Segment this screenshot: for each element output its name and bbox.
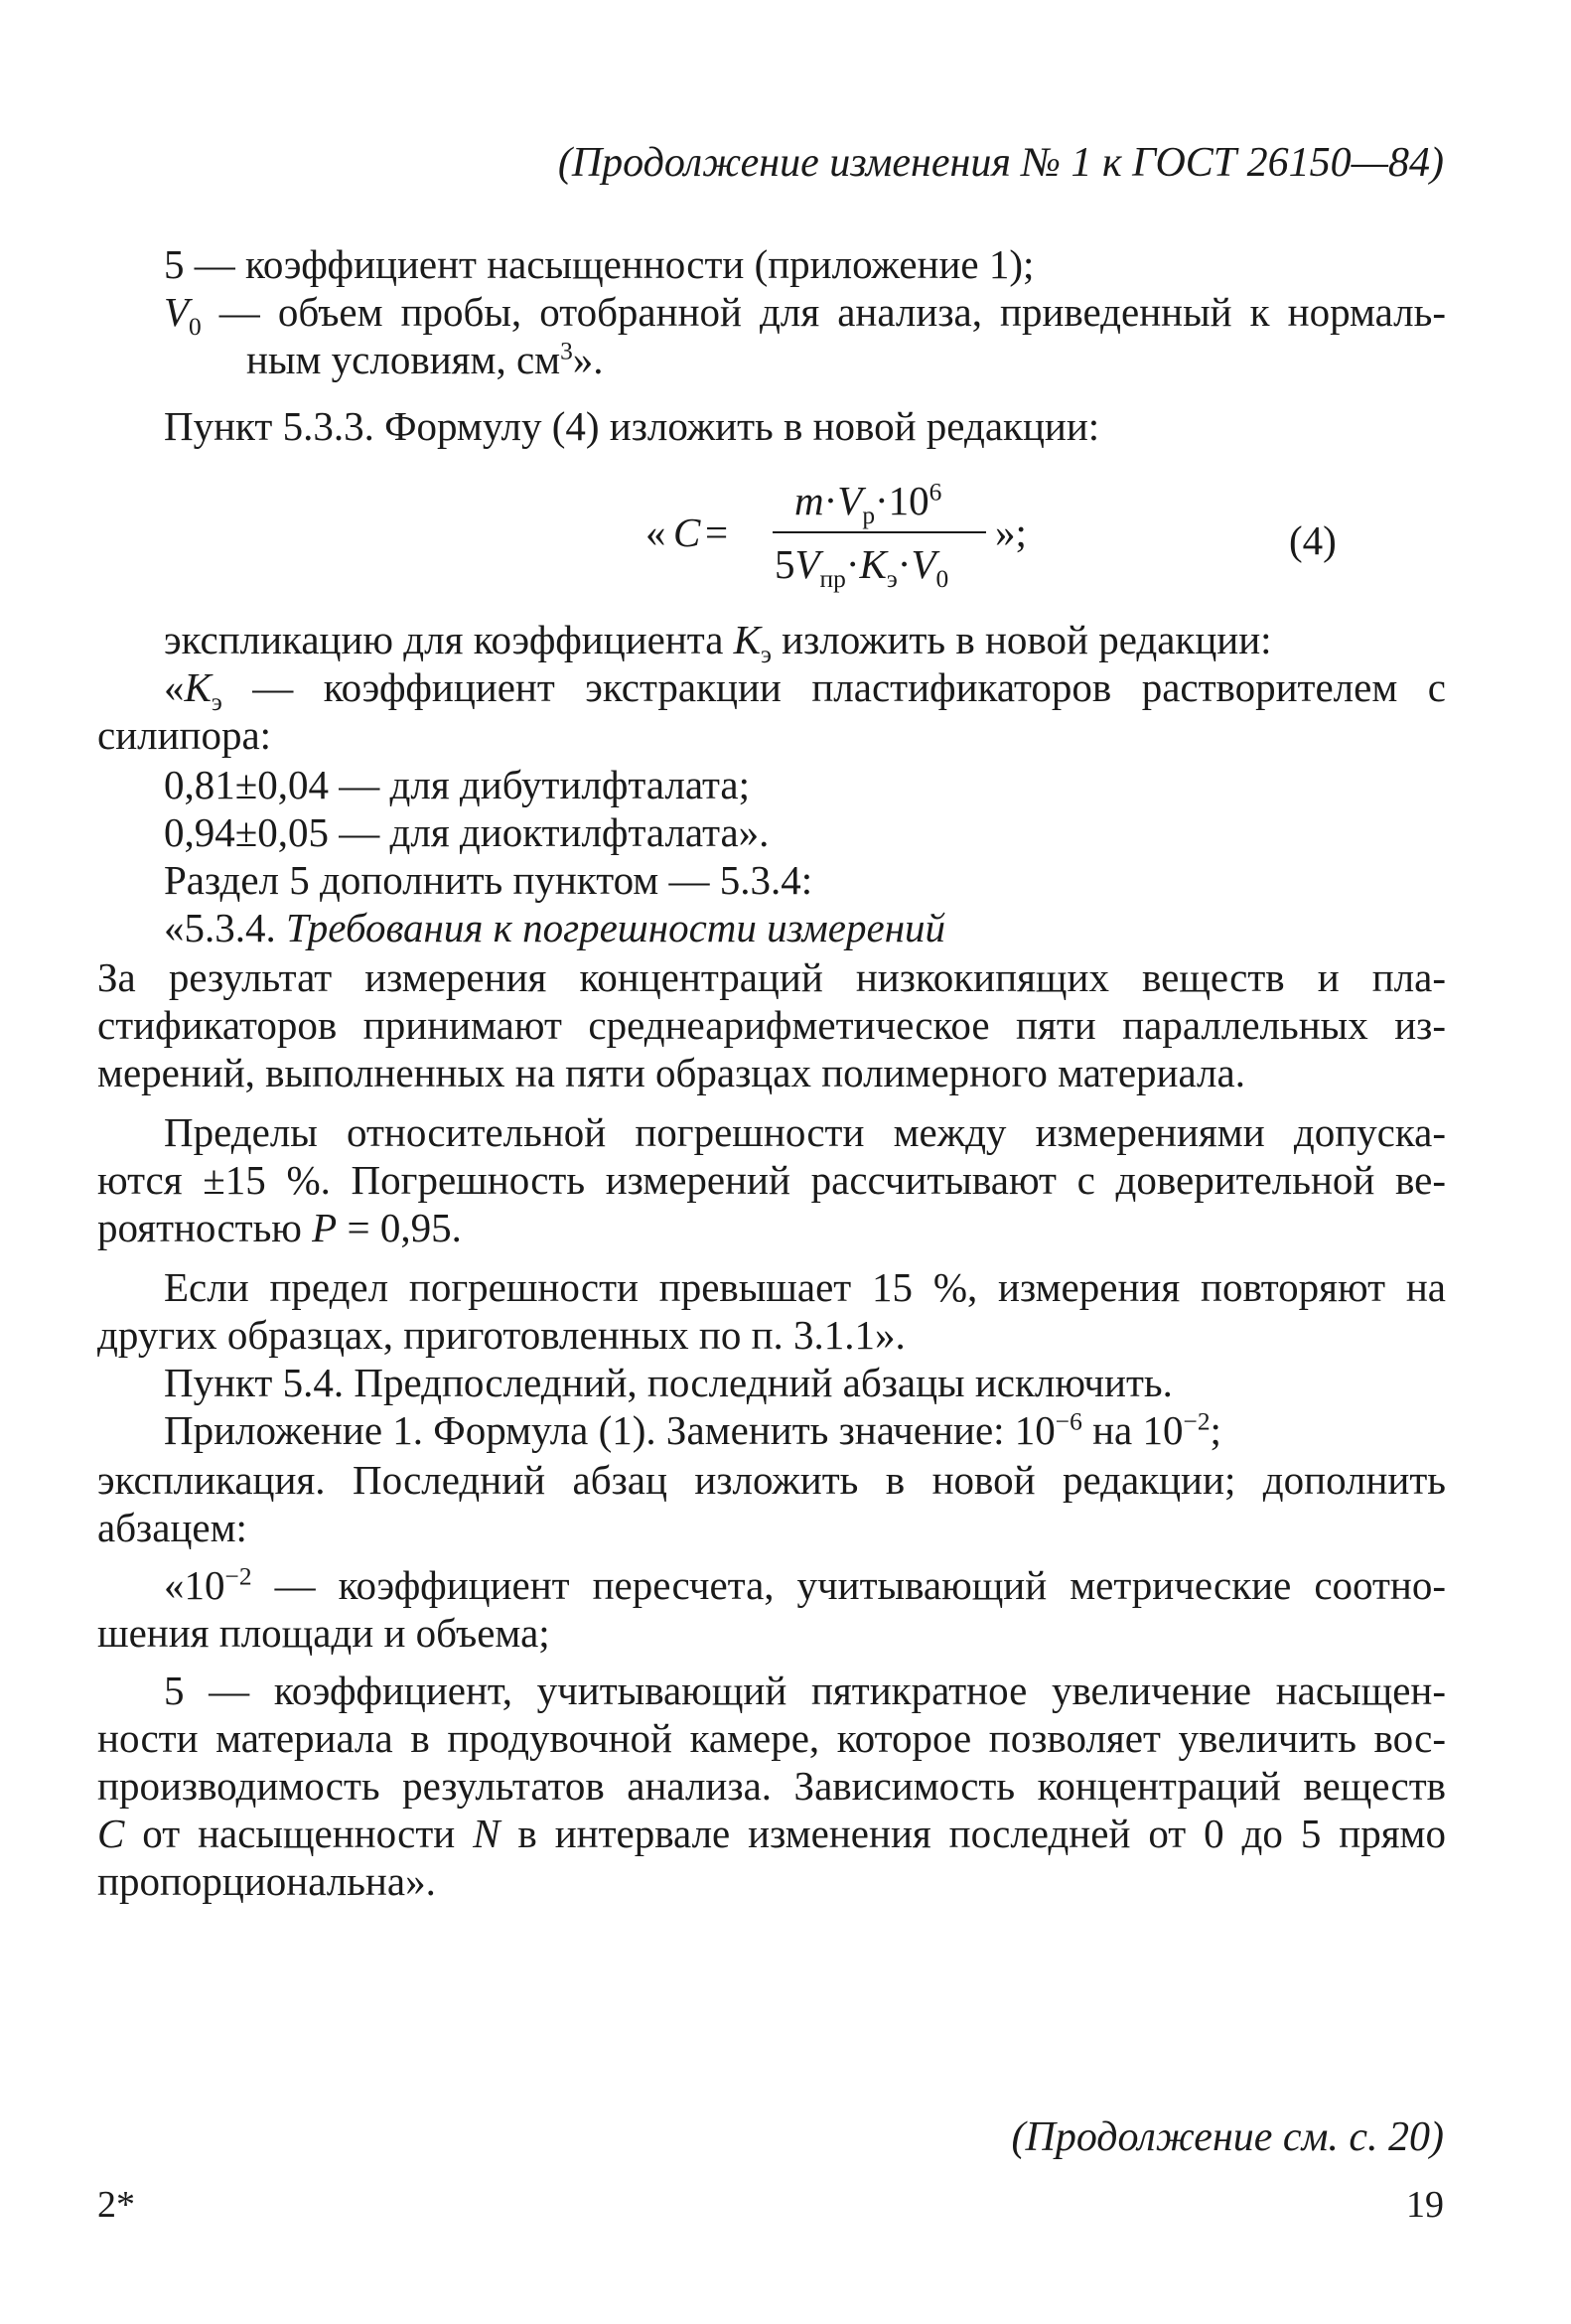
text-line: 5 — коэффициент, учитывающий пятикратное увеличение насыщен- bbox=[164, 1668, 1446, 1713]
text-line: ным условиям, $см^3$». bbox=[246, 337, 604, 382]
text-line: «5.3.4. Требования к погрешности измерений bbox=[164, 905, 946, 950]
continuation-note: (Продолжение см. с. 20) bbox=[1011, 2114, 1444, 2160]
formula-denominator: $5V_{пр}\cdot K_э\cdot V_0$ bbox=[775, 541, 949, 594]
text-line: производимость результатов анализа. Зависимость концентраций веществ bbox=[97, 1763, 1446, 1809]
text-line: абзацем: bbox=[97, 1505, 247, 1550]
text-line: Пункт 5.4. Предпоследний, последний абзацы исключить. bbox=[164, 1360, 1173, 1405]
text-line: За результат измерения концентраций низкокипящих веществ и пла- bbox=[97, 954, 1446, 1000]
text-line: ности материала в продувочной камере, которое позволяет увеличить вос- bbox=[97, 1715, 1446, 1761]
text-line: 0,94±0,05 — для диоктилфталата». bbox=[164, 809, 770, 855]
signature-mark: 2* bbox=[97, 2184, 135, 2226]
text-line: экспликацию для коэффициента $K_э$ изложить в новой редакции: bbox=[164, 617, 1272, 669]
text-line: экспликация. Последний абзац изложить в новой редакции; дополнить bbox=[97, 1457, 1446, 1503]
fraction-bar bbox=[773, 531, 986, 533]
text-line: Приложение 1. Формула (1). Заменить значение: $10^{-6}$ на $10^{-2}$; bbox=[164, 1407, 1221, 1453]
formula-number: (4) bbox=[1289, 517, 1337, 563]
text-line: роятностью P = 0,95. bbox=[97, 1205, 462, 1250]
text-line: «$10^{-2}$ — коэффициент пересчета, учитывающий метрические соотно- bbox=[164, 1562, 1446, 1608]
text-line: других образцах, приготовленных по п. 3.1.1». bbox=[97, 1312, 906, 1358]
text-line: ются ±15 %. Погрешность измерений рассчитывают с доверительной ве- bbox=[97, 1157, 1446, 1203]
text-line: мерений, выполненных на пяти образцах полимерного материала. bbox=[97, 1050, 1245, 1095]
text-line: 5 — коэффициент насыщенности (приложение 1); bbox=[164, 241, 1035, 287]
text-line: шения площади и объема; bbox=[97, 1610, 550, 1656]
running-header: (Продолжение изменения № 1 к ГОСТ 26150—84) bbox=[557, 140, 1444, 186]
text-line: C от насыщенности N в интервале изменения последней от 0 до 5 прямо bbox=[97, 1811, 1447, 1856]
text-line: силипора: bbox=[97, 712, 272, 758]
text-line: Если предел погрешности превышает 15 %, измерения повторяют на bbox=[164, 1264, 1446, 1310]
text-line: Пункт 5.3.3. Формулу (4) изложить в новой редакции: bbox=[164, 403, 1100, 449]
formula-numerator: $m\cdot V_р\cdot 10^6$ bbox=[794, 478, 942, 530]
text-line: 0,81±0,04 — для дибутилфталата; bbox=[164, 762, 750, 807]
text-line: пропорциональна». bbox=[97, 1858, 436, 1904]
text-line: Раздел 5 дополнить пунктом — 5.3.4: bbox=[164, 857, 813, 903]
text-line: стификаторов принимают среднеарифметическое пяти параллельных из- bbox=[97, 1002, 1446, 1048]
text-line: $V_0$ — объем пробы, отобранной для анализа, приведенный к нормаль- bbox=[164, 289, 1446, 342]
text-line: Пределы относительной погрешности между измерениями допуска- bbox=[164, 1109, 1446, 1155]
formula-4: « C = $m\cdot V_р\cdot 10^6$ $5V_{пр}\cdot K_э\cdot V_0$ »; bbox=[645, 478, 1027, 594]
page-number: 19 bbox=[1406, 2184, 1444, 2226]
text-line: «$K_э$ — коэффициент экстракции пластификаторов растворителем с bbox=[164, 664, 1446, 717]
